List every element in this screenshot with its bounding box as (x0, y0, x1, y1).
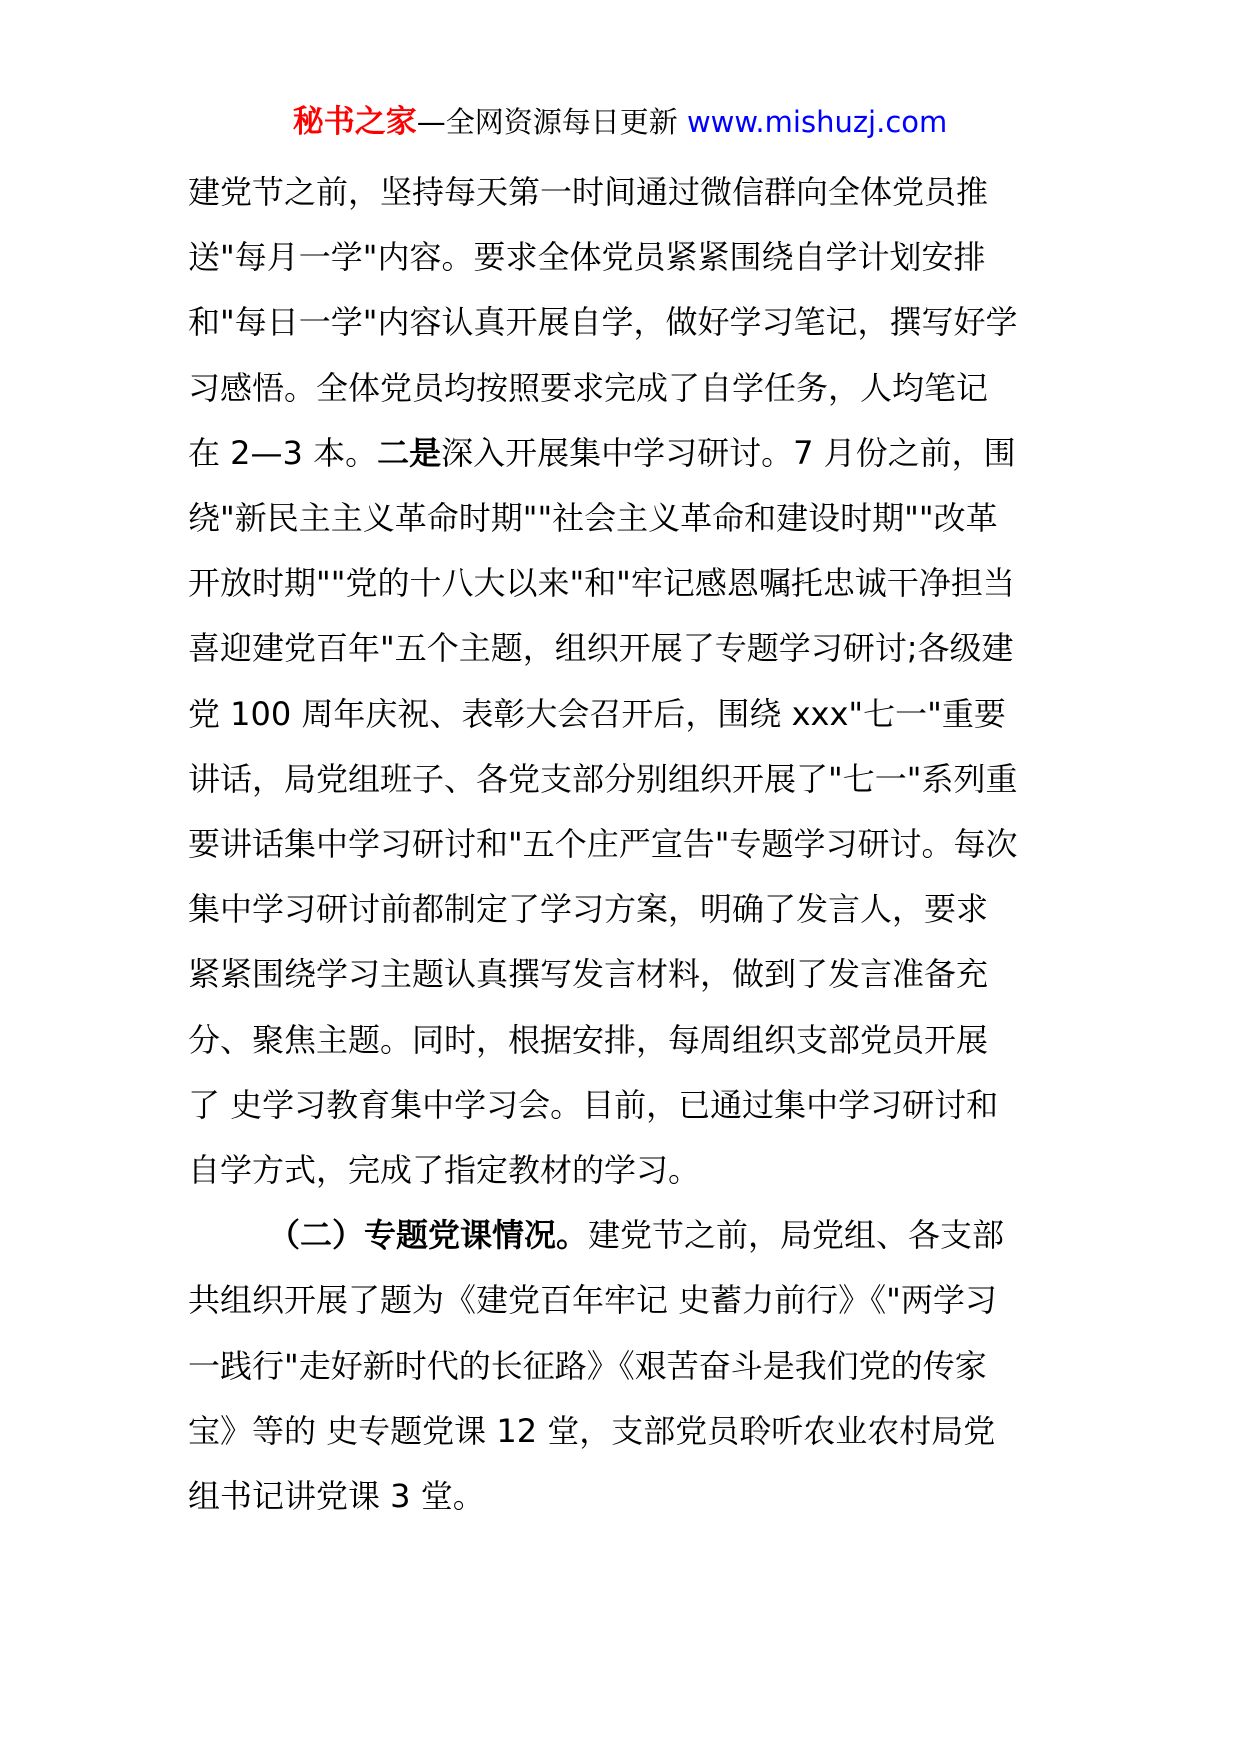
text-run: 在 2—3 本。 (188, 433, 378, 472)
text-run: 建党节之前，局党组、各支部 (588, 1216, 1005, 1255)
text-line: 分、聚焦主题。同时，根据安排，每周组织支部党员开展 (188, 1020, 989, 1059)
text-line: 开放时期""党的十八大以来"和"牢记感恩嘱托忠诚干净担当 (188, 564, 1015, 603)
text-line: 党 100 周年庆祝、表彰大会召开后，围绕 xxx"七一"重要 (188, 694, 1006, 733)
text-run: 深入开展集中学习研讨。7 月份之前，围 (441, 433, 1016, 472)
text-line: 紧紧围绕学习主题认真撰写发言材料，做到了发言准备充 (188, 955, 989, 994)
text-line: 习感悟。全体党员均按照要求完成了自学任务，人均笔记 (188, 368, 989, 407)
text-line (188, 421, 1068, 486)
text-line: 送"每月一学"内容。要求全体党员紧紧围绕自学计划安排 (188, 238, 986, 277)
text-line: 自学方式，完成了指定教材的学习。 (188, 1151, 701, 1190)
text-line: 和"每日一学"内容认真开展自学，做好学习笔记，撰写好学 (188, 303, 1018, 342)
text-line: 喜迎建党百年"五个主题，组织开展了专题学习研讨;各级建 (188, 629, 1014, 668)
text-line: 组书记讲党课 3 堂。 (188, 1477, 485, 1516)
header-website[interactable]: www.mishuzj.com (686, 105, 948, 139)
header-tagline: —全网资源每日更新 (416, 105, 687, 139)
text-line: 集中学习研讨前都制定了学习方案，明确了发言人，要求 (188, 890, 989, 929)
document-body (188, 160, 1068, 1529)
page-header (0, 100, 1240, 144)
paragraph-self-study (188, 160, 1068, 1203)
text-line: 绕"新民主主义革命时期""社会主义革命和建设时期""改革 (188, 499, 998, 538)
text-line: 讲话，局党组班子、各党支部分别组织开展了"七一"系列重 (188, 759, 1018, 798)
text-line: 了 史学习教育集中学习会。目前，已通过集中学习研讨和 (188, 1085, 999, 1124)
text-line: 共组织开展了题为《建党百年牢记 史蓄力前行》《"两学习 (188, 1281, 997, 1320)
text-line: 一践行"走好新时代的长征路》《艰苦奋斗是我们党的传家 (188, 1346, 987, 1385)
paragraph-party-lectures (188, 1203, 1068, 1529)
section-heading: （二）专题党课情况。 (268, 1216, 589, 1255)
point-two-marker: 二是 (377, 433, 442, 472)
text-line: 要讲话集中学习研讨和"五个庄严宣告"专题学习研讨。每次 (188, 825, 1018, 864)
brand-name: 秘书之家 (292, 104, 417, 140)
text-line: 宝》等的 史专题党课 12 堂，支部党员聆听农业农村局党 (188, 1411, 996, 1450)
text-line: 建党节之前，坚持每天第一时间通过微信群向全体党员推 (188, 173, 989, 211)
text-line (188, 1203, 1068, 1268)
